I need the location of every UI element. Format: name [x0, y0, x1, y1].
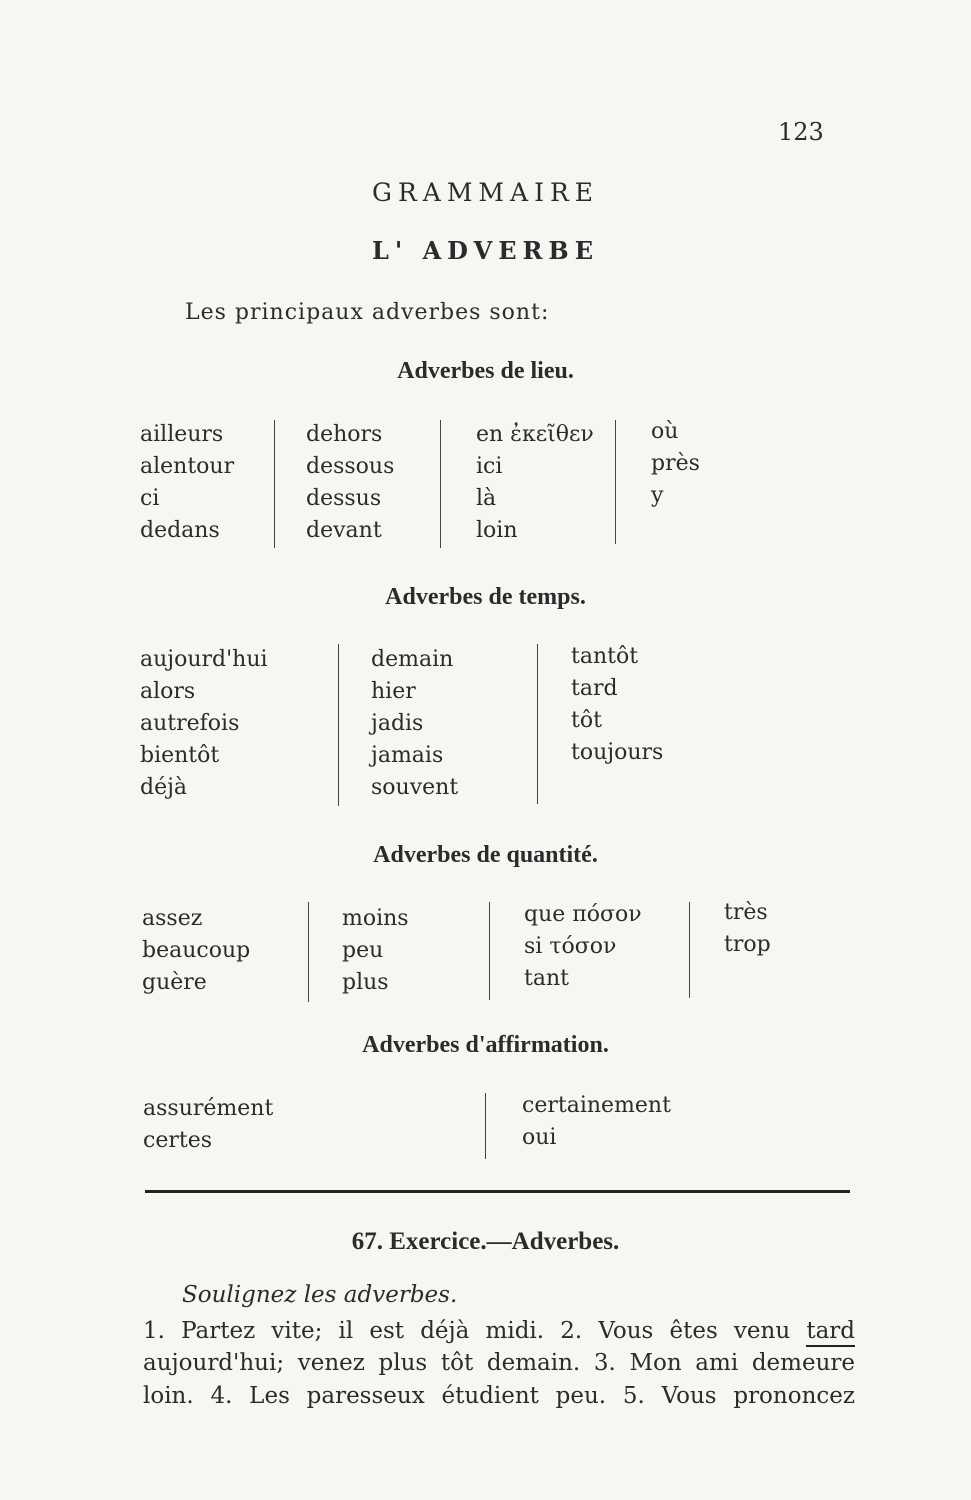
list-item: toujours [571, 740, 664, 765]
temps-column-1 [140, 644, 268, 804]
page-number: 123 [778, 118, 824, 146]
list-item: hier [371, 679, 416, 704]
column-divider [338, 644, 339, 806]
list-item: devant [306, 518, 382, 543]
list-item: dessous [306, 454, 395, 479]
column-divider [615, 420, 616, 544]
lieu-column-4 [651, 416, 700, 512]
page-title: GRAMMAIRE [371, 178, 600, 207]
list-item: là [476, 486, 497, 511]
list-item: loin [476, 518, 518, 543]
list-item: autrefois [140, 711, 240, 736]
column-divider [308, 902, 309, 1002]
list-item: dessus [306, 486, 382, 511]
column-divider [485, 1093, 486, 1159]
list-item: plus [342, 970, 389, 995]
lieu-column-3 [476, 419, 594, 547]
exercise-line-1 [143, 1318, 855, 1344]
list-item: demain [371, 647, 454, 672]
affirmation-column-1 [143, 1093, 273, 1157]
quantite-column-4 [724, 897, 771, 961]
list-item: très [724, 900, 768, 925]
underlined-word: tard [806, 1318, 855, 1347]
heading-affirmation: Adverbes d'affirmation. [362, 1032, 609, 1058]
list-item: moins [342, 906, 409, 931]
quantite-column-3 [524, 899, 642, 995]
list-item: assurément [143, 1096, 274, 1121]
column-divider [274, 420, 275, 548]
list-item: alors [140, 679, 196, 704]
lieu-column-2 [306, 419, 394, 547]
list-item: oui [522, 1125, 557, 1150]
list-item: souvent [371, 775, 459, 800]
list-item: jadis [371, 711, 424, 736]
list-item: certainement [522, 1093, 671, 1118]
list-item: aujourd'hui [140, 647, 268, 672]
section-divider [145, 1190, 850, 1193]
list-item: peu [342, 938, 384, 963]
list-item: près [651, 451, 700, 476]
list-item: ailleurs [140, 422, 224, 447]
column-divider [440, 420, 441, 548]
list-item: ci [140, 486, 160, 511]
exercise-line-3: loin. 4. Les paresseux étudient peu. 5. Vous prononcez [143, 1383, 855, 1409]
quantite-column-2 [342, 903, 409, 999]
list-item: trop [724, 932, 771, 957]
list-item: jamais [371, 743, 444, 768]
list-item: tant [524, 966, 569, 991]
list-item: beaucoup [142, 938, 251, 963]
exercise-text: 1. Partez vite; il est déjà midi. 2. Vous êtes venu [143, 1318, 791, 1344]
list-item: où [651, 419, 679, 444]
column-divider [537, 644, 538, 804]
exercise-instruction: Soulignez les adverbes. [182, 1282, 458, 1308]
list-item: dedans [140, 518, 220, 543]
list-item: alentour [140, 454, 235, 479]
list-item: tôt [571, 708, 602, 733]
list-item: que πόσον [524, 902, 642, 927]
temps-column-2 [371, 644, 458, 804]
list-item: y [651, 483, 664, 508]
exercise-heading: 67. Exercice.—Adverbes. [351, 1228, 620, 1255]
list-item: ici [476, 454, 503, 479]
temps-column-3 [571, 641, 663, 769]
heading-quantite: Adverbes de quantité. [373, 842, 598, 868]
list-item: déjà [140, 775, 188, 800]
list-item: dehors [306, 422, 383, 447]
list-item: si τόσον [524, 934, 617, 959]
list-item: assez [142, 906, 203, 931]
column-divider [689, 902, 690, 998]
list-item: tantôt [571, 644, 639, 669]
intro-text: Les principaux adverbes sont: [185, 300, 550, 325]
quantite-column-1 [142, 903, 250, 999]
list-item: certes [143, 1128, 213, 1153]
exercise-line-2: aujourd'hui; venez plus tôt demain. 3. Mon ami demeure [143, 1350, 855, 1376]
list-item: guère [142, 970, 207, 995]
lieu-column-1 [140, 419, 234, 547]
heading-lieu: Adverbes de lieu. [397, 358, 574, 384]
list-item: en ἐκεῖθεν [476, 422, 594, 447]
list-item: tard [571, 676, 618, 701]
section-title: L' ADVERBE [371, 236, 600, 265]
column-divider [489, 902, 490, 1000]
list-item: bientôt [140, 743, 220, 768]
affirmation-column-2 [522, 1090, 671, 1154]
heading-temps: Adverbes de temps. [385, 584, 586, 610]
